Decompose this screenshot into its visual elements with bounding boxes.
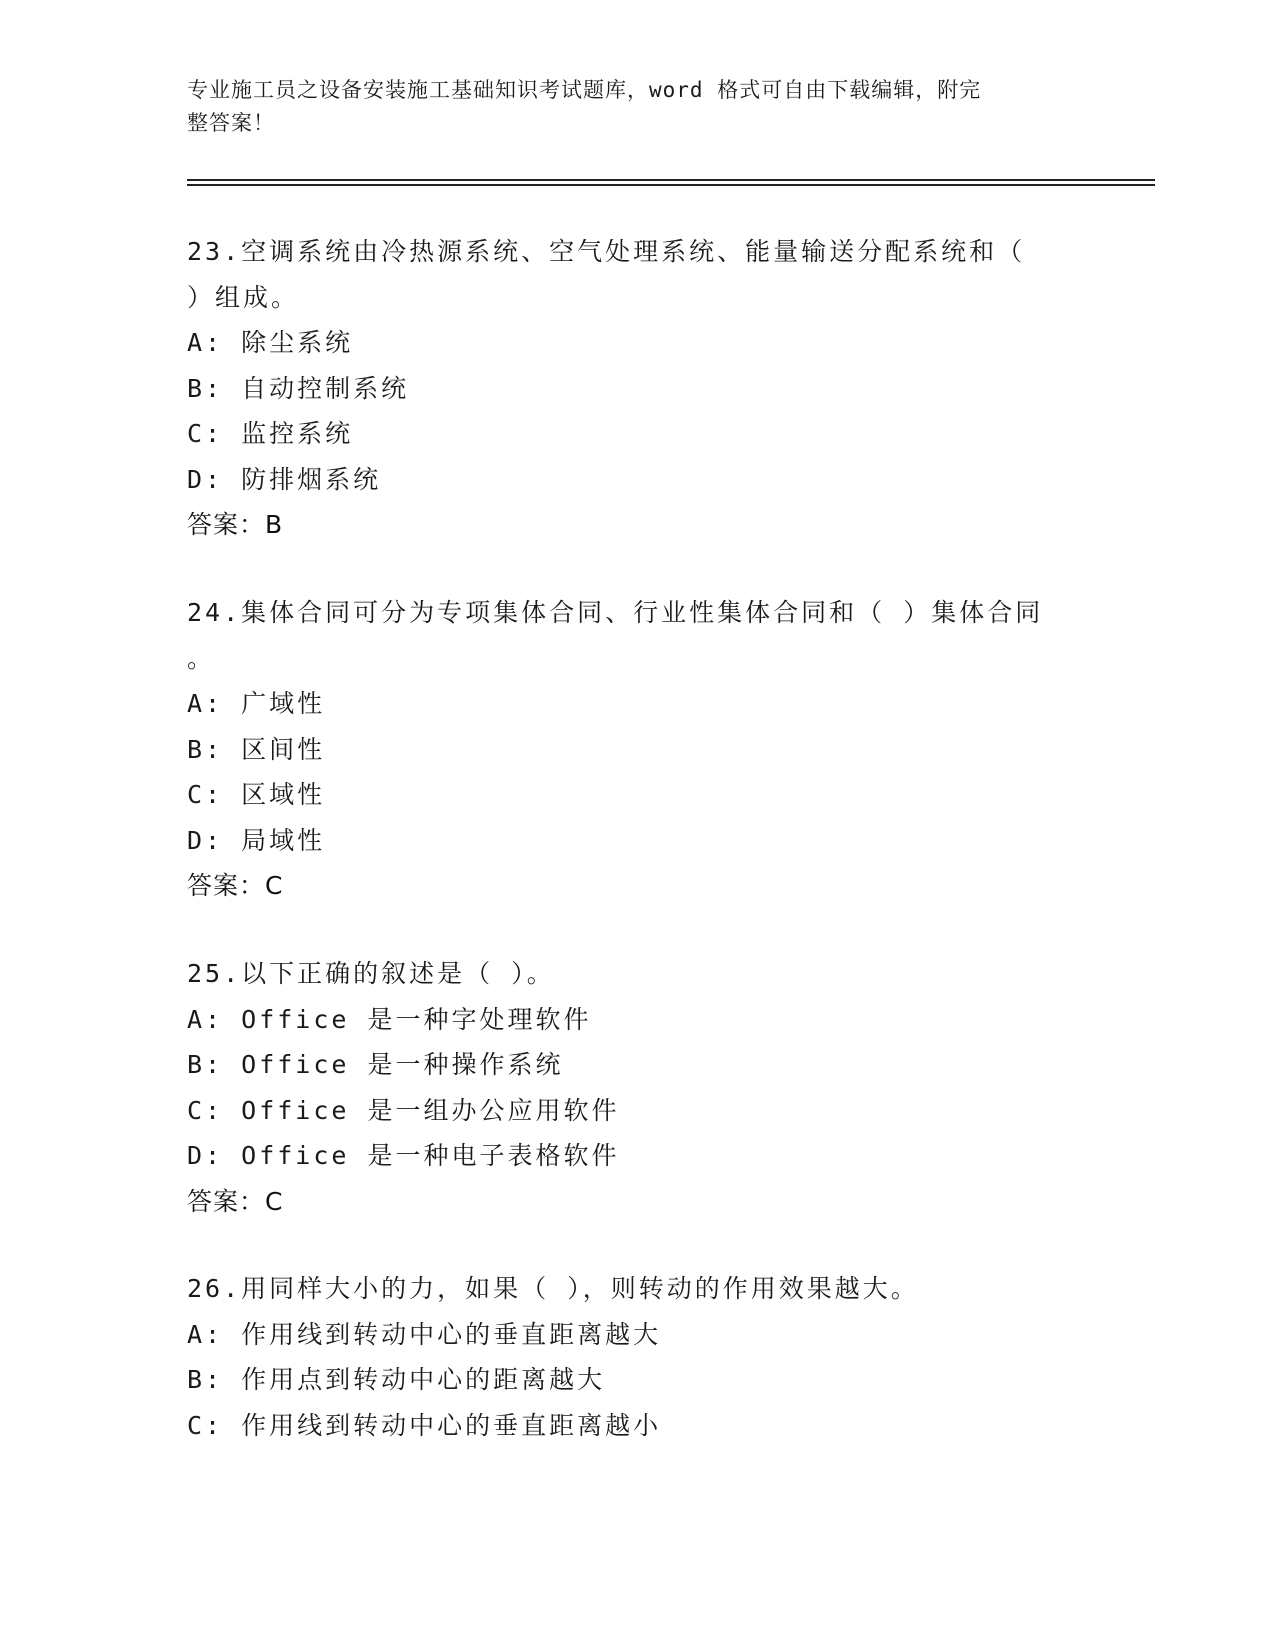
question-stem-continued: ）组成。 xyxy=(187,282,300,312)
option-a: A: 广域性 xyxy=(187,689,326,718)
question-stem: 23.空调系统由冷热源系统、空气处理系统、能量输送分配系统和（ xyxy=(187,237,1026,266)
option-a: A: 作用线到转动中心的垂直距离越大 xyxy=(187,1319,662,1349)
option-b: B: 作用点到转动中心的距离越大 xyxy=(187,1365,606,1394)
header-divider-bottom xyxy=(187,184,1155,186)
question-stem: 24.集体合同可分为专项集体合同、行业性集体合同和（ ）集体合同 xyxy=(187,598,1044,627)
question-stem: 26.用同样大小的力，如果（ ），则转动的作用效果越大。 xyxy=(187,1274,919,1303)
option-c: C: 监控系统 xyxy=(187,419,354,448)
option-b: B: 区间性 xyxy=(187,734,326,764)
question-stem: 25.以下正确的叙述是（ ）。 xyxy=(187,959,555,988)
option-c: C: Office 是一组办公应用软件 xyxy=(187,1095,620,1125)
question-26 xyxy=(187,1266,1087,1448)
question-25 xyxy=(187,951,1087,1224)
option-d: D: Office 是一种电子表格软件 xyxy=(187,1141,620,1170)
option-d: D: 局域性 xyxy=(187,825,326,855)
option-a: A: Office 是一种字处理软件 xyxy=(187,1004,592,1034)
header-line-2: 整答案！ xyxy=(187,111,275,135)
header-divider-top xyxy=(187,179,1155,181)
answer: 答案：C xyxy=(187,871,284,900)
answer: 答案：B xyxy=(187,510,284,539)
option-b: B: 自动控制系统 xyxy=(187,373,410,403)
document-header xyxy=(187,74,1067,140)
option-c: C: 作用线到转动中心的垂直距离越小 xyxy=(187,1410,662,1440)
question-23 xyxy=(187,229,1087,548)
answer: 答案：C xyxy=(187,1186,284,1216)
header-line-1: 专业施工员之设备安装施工基础知识考试题库，word 格式可自由下载编辑，附完 xyxy=(187,78,982,102)
option-c: C: 区域性 xyxy=(187,780,326,809)
option-b: B: Office 是一种操作系统 xyxy=(187,1050,564,1079)
option-a: A: 除尘系统 xyxy=(187,328,354,357)
option-d: D: 防排烟系统 xyxy=(187,464,382,494)
question-24 xyxy=(187,590,1087,909)
question-stem-continued: 。 xyxy=(187,643,216,673)
